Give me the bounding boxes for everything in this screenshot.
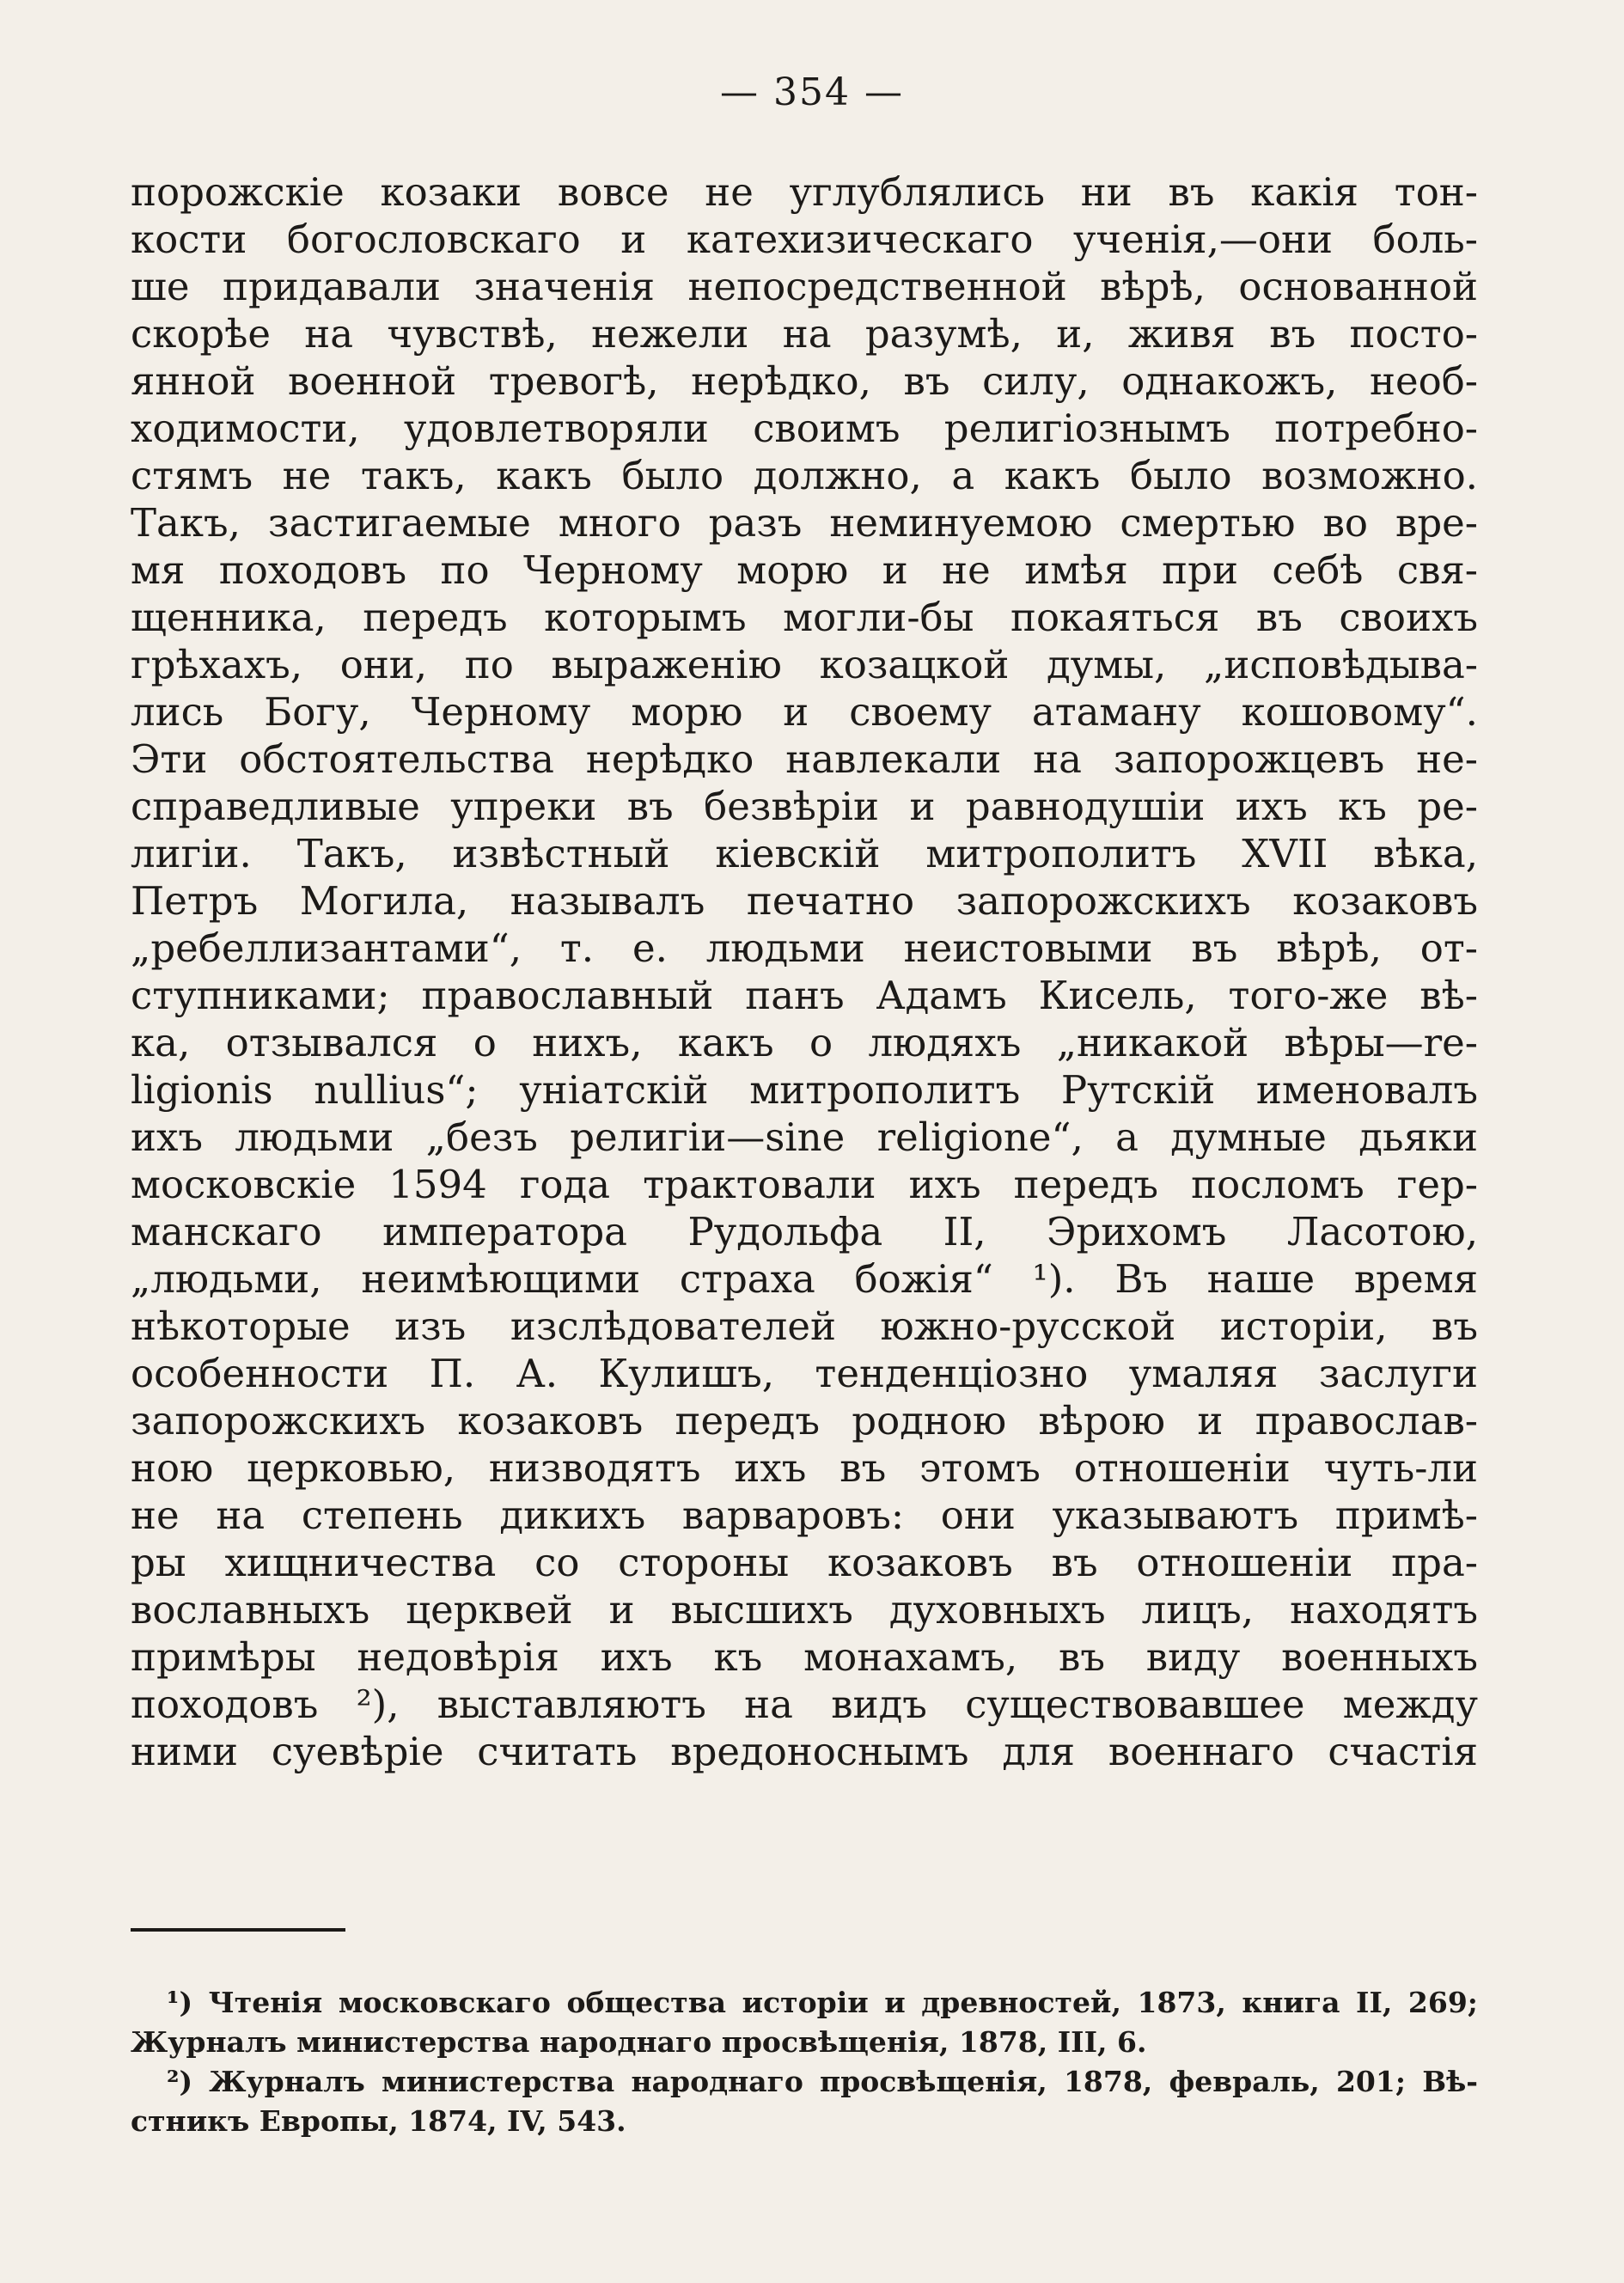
text-line: лись Богу, Черному морю и своему атаману кошовому“. <box>131 689 1478 735</box>
text-line: московскіе 1594 года трактовали ихъ передъ посломъ гер- <box>131 1162 1478 1207</box>
text-line: грѣхахъ, они, по выраженію козацкой думы, „исповѣдыва- <box>131 642 1478 687</box>
footnote-line: ²) Журналъ министерства народнаго просвѣщенія, 1878, февраль, 201; Вѣ- <box>167 2065 1478 2098</box>
footnote-line: стникъ Европы, 1874, IV, 543. <box>131 2104 626 2138</box>
footnote-line: Журналъ министерства народнаго просвѣщенія, 1878, III, 6. <box>131 2025 1147 2059</box>
footnote-line: ¹) Чтенія московскаго общества исторіи и древностей, 1873, книга II, 269; <box>167 1986 1478 2019</box>
text-line: порожскіе козаки вовсе не углублялись ни въ какія тон- <box>131 169 1478 215</box>
text-line: нѣкоторые изъ изслѣдователей южно-русской исторіи, въ <box>131 1303 1478 1349</box>
text-line: щенника, передъ которымъ могли-бы покаяться въ своихъ <box>131 595 1478 640</box>
text-line: примѣры недовѣрія ихъ къ монахамъ, въ виду военныхъ <box>131 1634 1478 1680</box>
text-line: Такъ, застигаемые много разъ неминуемою смертью во вре- <box>131 500 1478 546</box>
text-line: ligionis nullius“; уніатскій митрополитъ Рутскій именовалъ <box>131 1067 1478 1113</box>
text-line: кости богословскаго и катехизическаго ученія,—они боль- <box>131 217 1478 262</box>
text-line: лигіи. Такъ, извѣстный кіевскій митрополитъ XVII вѣка, <box>131 831 1478 876</box>
text-line: запорожскихъ козаковъ передъ родною вѣрою и православ- <box>131 1398 1478 1444</box>
text-line: скорѣе на чувствѣ, нежели на разумѣ, и, живя въ посто- <box>131 311 1478 357</box>
text-line: ихъ людьми „безъ религіи—sine religione“, а думные дьяки <box>131 1114 1478 1160</box>
text-line: ступниками; православный панъ Адамъ Кисель, того-же вѣ- <box>131 973 1478 1018</box>
text-line: справедливые упреки въ безвѣріи и равнодушіи ихъ къ ре- <box>131 784 1478 829</box>
footnote-divider <box>131 1928 345 1932</box>
page-number: — 354 — <box>720 70 904 114</box>
text-line: янной военной тревогѣ, нерѣдко, въ силу, однакожъ, необ- <box>131 358 1478 404</box>
text-line: вославныхъ церквей и высшихъ духовныхъ лицъ, находятъ <box>131 1587 1478 1633</box>
text-line: „людьми, неимѣющими страха божія“ ¹). Въ наше время <box>131 1256 1478 1302</box>
text-line: особенности П. А. Кулишъ, тенденціозно умаляя заслуги <box>131 1351 1478 1396</box>
text-line: ходимости, удовлетворяли своимъ религіознымъ потребно- <box>131 406 1478 451</box>
text-line: походовъ ²), выставляютъ на видъ существовавшее между <box>131 1682 1478 1727</box>
text-line: ры хищничества со стороны козаковъ въ отношеніи пра- <box>131 1540 1478 1585</box>
text-line: мя походовъ по Черному морю и не имѣя при себѣ свя- <box>131 547 1478 593</box>
text-line: ка, отзывался о нихъ, какъ о людяхъ „никакой вѣры—re- <box>131 1020 1478 1065</box>
text-line: ше придавали значенія непосредственной вѣрѣ, основанной <box>131 264 1478 309</box>
text-line: ною церковью, низводятъ ихъ въ этомъ отношеніи чуть-ли <box>131 1445 1478 1491</box>
text-line: Эти обстоятельства нерѣдко навлекали на запорожцевъ не- <box>131 736 1478 782</box>
text-line: ними суевѣріе считать вредоноснымъ для военнаго счастія <box>131 1729 1478 1774</box>
main-text <box>131 168 1478 1775</box>
text-line: „ребеллизантами“, т. е. людьми неистовыми въ вѣрѣ, от- <box>131 925 1478 971</box>
footnotes <box>131 1983 1478 2141</box>
text-line: Петръ Могила, называлъ печатно запорожскихъ козаковъ <box>131 878 1478 924</box>
text-line: стямъ не такъ, какъ было должно, а какъ было возможно. <box>131 453 1478 498</box>
text-line: не на степень дикихъ варваровъ: они указываютъ примѣ- <box>131 1492 1478 1538</box>
text-line: манскаго императора Рудольфа II, Эрихомъ Ласотою, <box>131 1209 1478 1254</box>
